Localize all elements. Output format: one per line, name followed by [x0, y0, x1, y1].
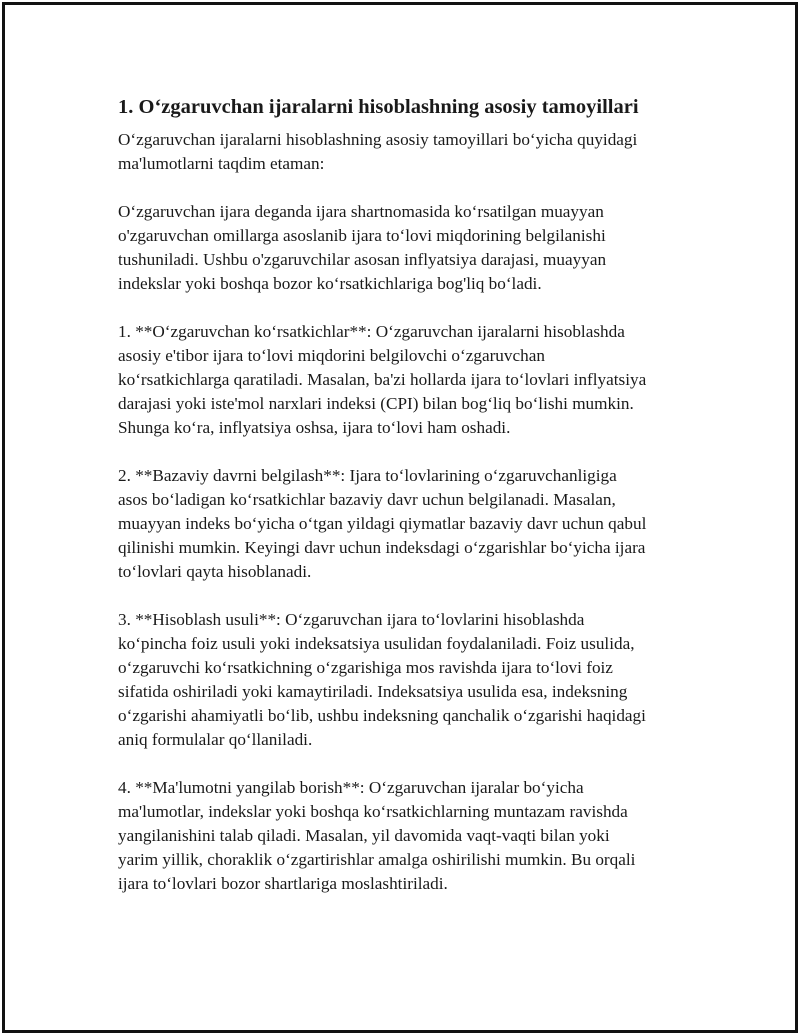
text-line: o‘zgaruvchi ko‘rsatkichning o‘zgarishiga mos ravishda ijara to‘lovi foiz [118, 658, 613, 677]
intro-paragraph [118, 128, 718, 176]
text-line: yarim yillik, choraklik o‘zgartirishlar amalga oshirilishi mumkin. Bu orqali [118, 850, 636, 869]
text-line: ko‘rsatkichlarga qaratiladi. Masalan, ba'zi hollarda ijara to‘lovlari inflyatsiya [118, 370, 647, 389]
text-line: sifatida oshiriladi yoki kamaytiriladi. Indeksatsiya usulida esa, indeksning [118, 682, 628, 701]
point-2-paragraph [118, 464, 718, 584]
text-line: muayyan indeks bo‘yicha o‘tgan yildagi qiymatlar bazaviy davr uchun qabul [118, 514, 647, 533]
text-line: 1. **O‘zgaruvchan ko‘rsatkichlar**: O‘zgaruvchan ijaralarni hisoblashda [118, 322, 625, 341]
text-line: ijara to‘lovlari bozor shartlariga moslashtiriladi. [118, 874, 448, 893]
text-line: indekslar yoki boshqa bozor ko‘rsatkichlariga bog'liq bo‘ladi. [118, 274, 542, 293]
document-title: 1. O‘zgaruvchan ijaralarni hisoblashning asosiy tamoyillari [118, 96, 639, 118]
text-line: to‘lovlari qayta hisoblanadi. [118, 562, 312, 581]
text-line: 3. **Hisoblash usuli**: O‘zgaruvchan ijara to‘lovlarini hisoblashda [118, 610, 585, 629]
text-line: ma'lumotlar, indekslar yoki boshqa ko‘rsatkichlarning muntazam ravishda [118, 802, 628, 821]
text-line: ma'lumotlarni taqdim etaman: [118, 154, 325, 173]
text-line: tushuniladi. Ushbu o'zgaruvchilar asosan inflyatsiya darajasi, muayyan [118, 250, 607, 269]
document-body [118, 94, 718, 920]
text-line: ko‘pincha foiz usuli yoki indeksatsiya usulidan foydalaniladi. Foiz usulida, [118, 634, 635, 653]
text-line: O‘zgaruvchan ijara deganda ijara shartnomasida ko‘rsatilgan muayyan [118, 202, 604, 221]
point-3-paragraph [118, 608, 718, 752]
point-1-paragraph [118, 320, 718, 440]
text-line: o'zgaruvchan omillarga asoslanib ijara to‘lovi miqdorining belgilanishi [118, 226, 606, 245]
text-line: 4. **Ma'lumotni yangilab borish**: O‘zgaruvchan ijaralar bo‘yicha [118, 778, 584, 797]
text-line: darajasi yoki iste'mol narxlari indeksi (CPI) bilan bog‘liq bo‘lishi mumkin. [118, 394, 634, 413]
text-line: asos bo‘ladigan ko‘rsatkichlar bazaviy davr uchun belgilanadi. Masalan, [118, 490, 616, 509]
point-4-paragraph [118, 776, 718, 896]
text-line: aniq formulalar qo‘llaniladi. [118, 730, 313, 749]
text-line: o‘zgarishi ahamiyatli bo‘lib, ushbu indeksning qanchalik o‘zgarishi haqidagi [118, 706, 646, 725]
text-line: qilinishi mumkin. Keyingi davr uchun indeksdagi o‘zgarishlar bo‘yicha ijara [118, 538, 646, 557]
text-line: yangilanishini talab qiladi. Masalan, yil davomida vaqt-vaqti bilan yoki [118, 826, 610, 845]
text-line: 2. **Bazaviy davrni belgilash**: Ijara to‘lovlarining o‘zgaruvchanligiga [118, 466, 617, 485]
text-line: asosiy e'tibor ijara to‘lovi miqdorini belgilovchi o‘zgaruvchan [118, 346, 545, 365]
definition-paragraph [118, 200, 718, 296]
text-line: Shunga ko‘ra, inflyatsiya oshsa, ijara to‘lovi ham oshadi. [118, 418, 511, 437]
text-line: O‘zgaruvchan ijaralarni hisoblashning asosiy tamoyillari bo‘yicha quyidagi [118, 130, 638, 149]
